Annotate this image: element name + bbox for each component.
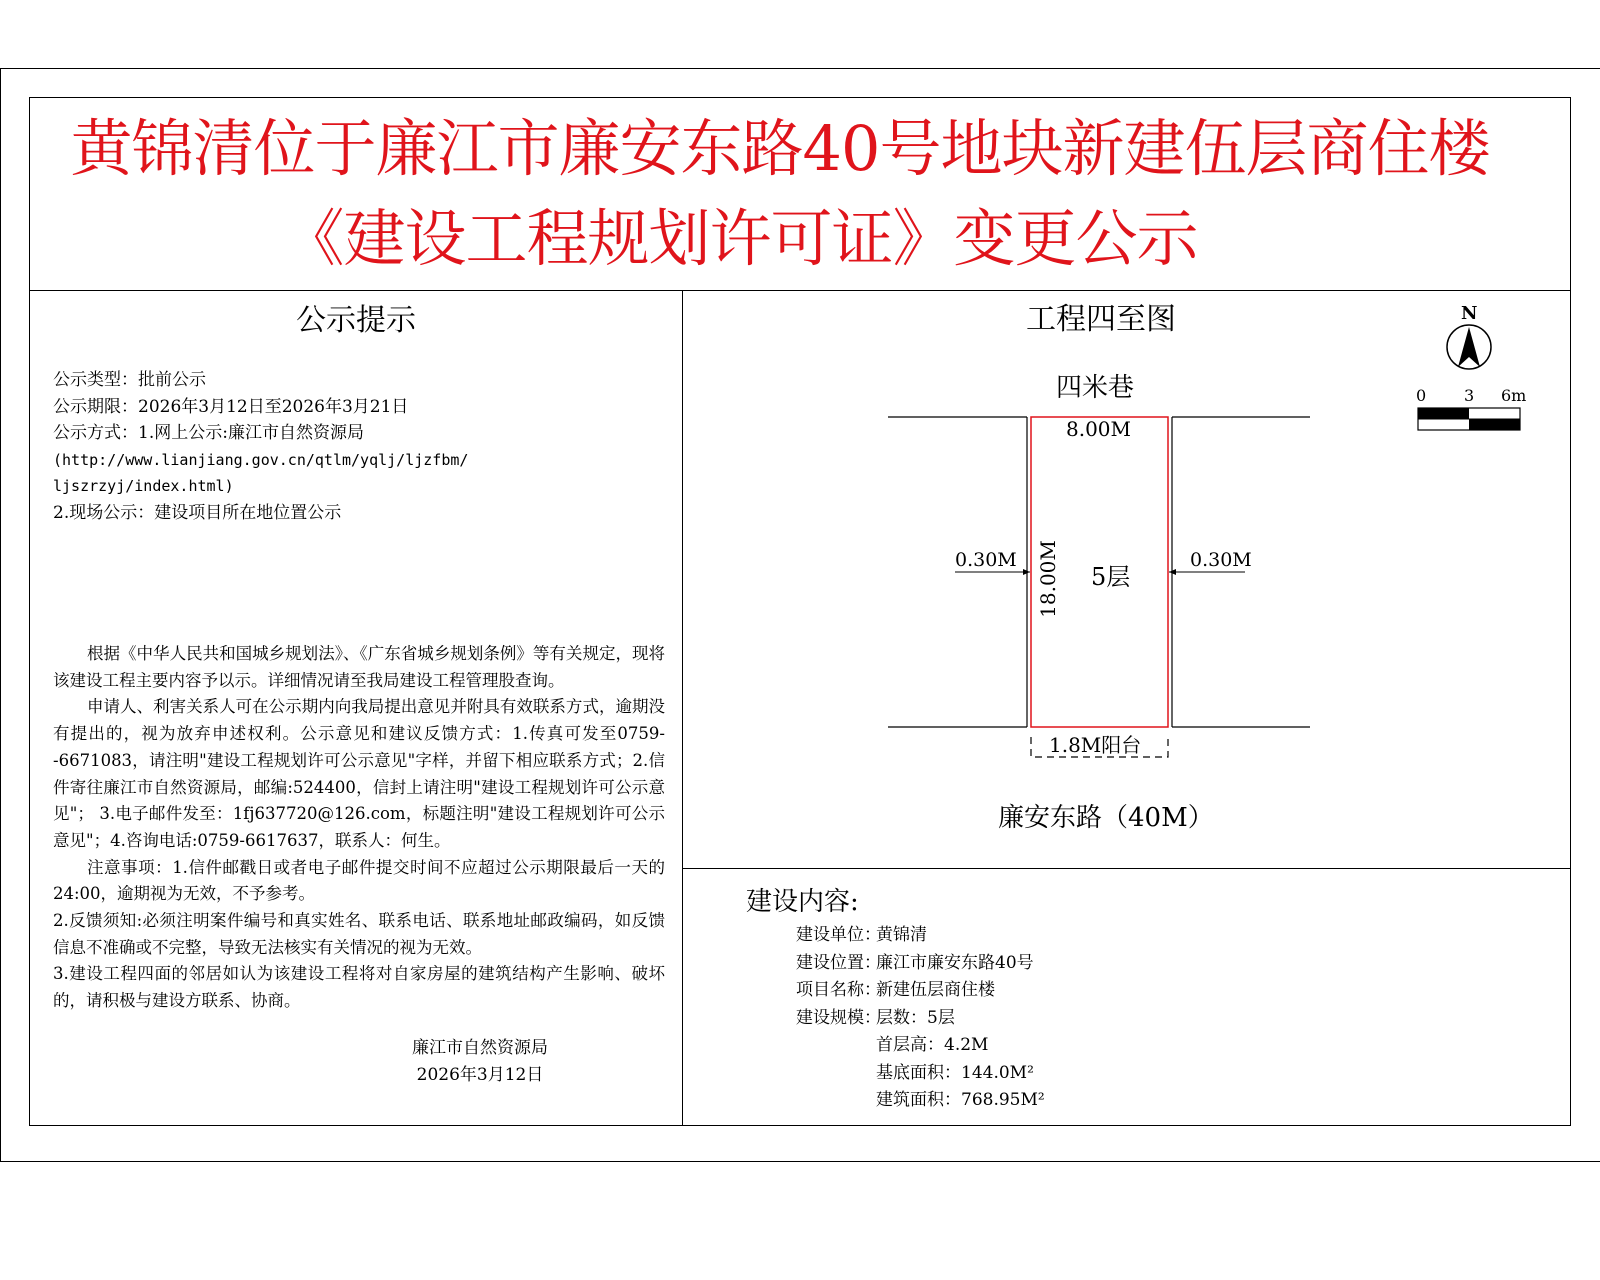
content-row (796, 1005, 1045, 1033)
notice-paragraph: 注意事项：1.信件邮戳日或者电子邮件提交时间不应超过公示期限最后一天的24:00，逾期视为无效，不予参考。 (53, 857, 665, 904)
left-gap-label: 0.30M (955, 549, 1017, 571)
content-rows (796, 922, 1045, 1115)
balcony-label: 1.8M阳台 (1049, 733, 1142, 757)
scale-label: 0 (1416, 386, 1427, 405)
scale-label: 3 (1464, 386, 1475, 405)
notice-paragraph: 申请人、利害关系人可在公示期内向我局提出意见并附具有效联系方式，逾期没有提出的，视为放弃申述权利。公示意见和建议反馈方式：1.传真可发至0759--6671083，请注明"建设工程规划许可公示意见"字样，并留下相应联系方式；2.信件寄往廉江市自然资源局，邮编:524400，信封上请注明"建设工程规划许可公示意见"； 3.电子邮件发至：1fj637720@126.com，标题注明"建设工程规划许可公示意见"；4.咨询电话:0759-6617637，联系人：何生。 (53, 697, 665, 850)
row-value: 新建伍层商住楼 (876, 980, 995, 1000)
content-row (796, 1032, 1045, 1060)
sign-date: 2026年3月12日 (416, 1065, 544, 1085)
right-gap-label: 0.30M (1190, 549, 1252, 571)
content-row (796, 1060, 1045, 1088)
scale-segment (1469, 419, 1520, 430)
page-subtitle: 《建设工程规划许可证》变更公示 (282, 202, 1198, 275)
north-arrow-icon (1458, 327, 1480, 367)
depth-label: 18.00M (1035, 540, 1060, 618)
row-label: 建设单位： (796, 925, 881, 945)
sign-org: 廉江市自然资源局 (412, 1038, 548, 1058)
notice-paragraph: 2.反馈须知:必须注明案件编号和真实姓名、联系电话、联系地址邮政编码，如反馈信息不准确或不完整，导致无法核实有关情况的视为无效。 (53, 911, 665, 957)
row-value: 层数：5层 (876, 1007, 955, 1028)
row-label: 项目名称： (796, 980, 881, 1000)
content-row (796, 950, 1045, 978)
scale-label: 6m (1501, 386, 1527, 405)
row-value: 黄锦清 (876, 925, 927, 945)
construction-content (683, 869, 1570, 1125)
notice-board (29, 97, 1571, 1126)
north-road-label: 四米巷 (1056, 373, 1135, 403)
row-label: 建设位置： (796, 952, 881, 973)
content-heading: 建设内容: (746, 887, 859, 917)
content-row (796, 922, 1045, 950)
notice-body (53, 641, 665, 1015)
notice-type: 公示类型：批前公示 (53, 370, 206, 390)
notice-info (53, 367, 673, 526)
notice-paragraph: 根据《中华人民共和国城乡规划法》、《广东省城乡规划条例》等有关规定，现将该建设工程主要内容予以示。详细情况请至我局建设工程管理股查询。 (53, 644, 665, 690)
north-label: N (1461, 303, 1478, 324)
south-road-label: 廉安东路（40M） (998, 803, 1214, 833)
notice-panel (30, 291, 682, 1125)
notice-heading: 公示提示 (296, 303, 416, 338)
notice-paragraph: 3.建设工程四面的邻居如认为该建设工程将对自家房屋的建筑结构产生影响、破坏的，请积极与建设方联系、协商。 (53, 964, 665, 1011)
notice-period: 公示期限：2026年3月12日至2026年3月21日 (53, 396, 409, 417)
map-heading: 工程四至图 (1026, 302, 1176, 337)
row-label: 建设规模： (796, 1007, 881, 1028)
site-map-panel (683, 291, 1570, 868)
page-title: 黄锦清位于廉江市廉安东路40号地块新建伍层商住楼 (70, 112, 1490, 185)
signature-block (330, 1035, 630, 1089)
row-value: 建筑面积：768.95M² (876, 1090, 1045, 1110)
top-width-label: 8.00M (1066, 417, 1132, 441)
row-value: 廉江市廉安东路40号 (876, 952, 1034, 973)
row-value: 首层高：4.2M (876, 1035, 989, 1055)
title-area (30, 98, 1570, 291)
notice-method: 公示方式：1.网上公示:廉江市自然资源局 (53, 423, 364, 443)
row-value: 基底面积：144.0M² (876, 1062, 1034, 1083)
content-row (796, 1087, 1045, 1115)
scale-segment (1418, 408, 1469, 419)
notice-url-line1: (http://www.lianjiang.gov.cn/qtlm/yqlj/ljzfbm/ (53, 450, 469, 469)
notice-onsite: 2.现场公示：建设项目所在地位置公示 (53, 502, 342, 523)
floors-label: 5层 (1091, 563, 1131, 591)
notice-url-line2: ljszrzyj/index.html) (53, 477, 234, 495)
content-row (796, 977, 1045, 1005)
